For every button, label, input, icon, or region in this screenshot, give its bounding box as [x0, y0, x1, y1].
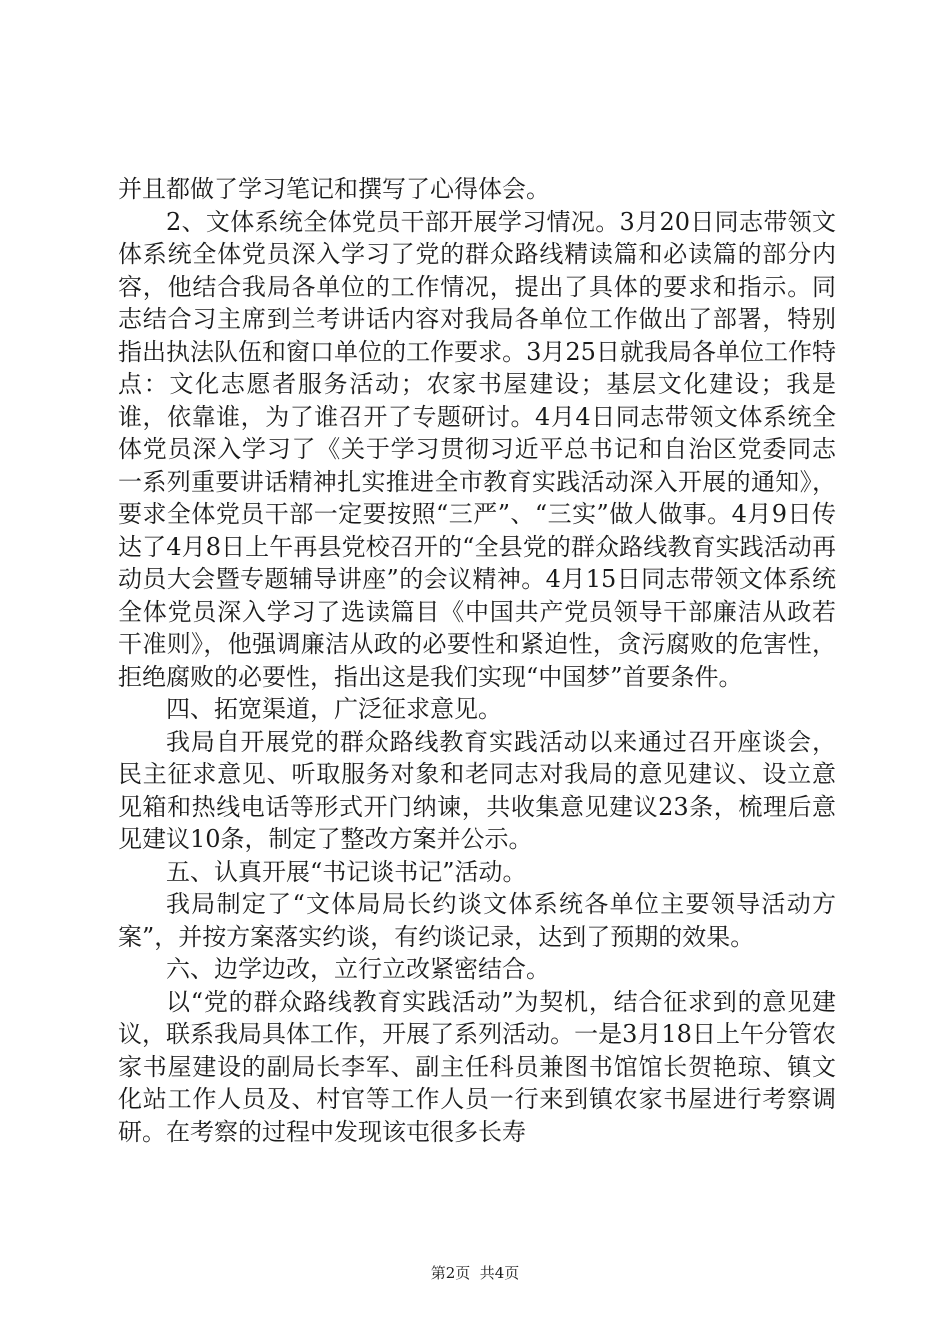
- paragraph-continuation: 并且都做了学习笔记和撰写了心得体会。: [118, 175, 550, 203]
- paragraph-study-situation: 2、文体系统全体党员干部开展学习情况。3月20日同志带领文体系统全体党员深入学习了党的群众路线精读篇和必读篇的部分内容，他结合我局各单位的工作情况，提出了具体的要求和指示。同志结合习主席到兰考讲话内容对我局各单位工作做出了部署，特别指出执法队伍和窗口单位的工作要求。3月25日就我局各单位工作特点：文化志愿者服务活动；农家书屋建设；基层文化建设；我是谁，依靠谁，为了谁召开了专题研讨。4月4日同志带领文体系统全体党员深入学习了《关于学习贯彻习近平总书记和自治区党委同志一系列重要讲话精神扎实推进全市教育实践活动深入开展的通知》，要求全体党员干部一定要按照“三严”、“三实”做人做事。4月9日传达了4月8日上午再县党校召开的“全县党的群众路线教育实践活动再动员大会暨专题辅导讲座”的会议精神。4月15日同志带领文体系统全体党员深入学习了选读篇目《中国共产党员领导干部廉洁从政若干准则》，他强调廉洁从政的必要性和紧迫性，贪污腐败的危害性，拒绝腐败的必要性，指出这是我们实现“中国梦”首要条件。: [118, 207, 836, 691]
- paragraph-activities: 以“党的群众路线教育实践活动”为契机，结合征求到的意见建议，联系我局具体工作，开展了系列活动。一是3月18日上午分管农家书屋建设的副局长李军、副主任科员兼图书馆馆长贺艳琼、镇文化站工作人员及、村官等工作人员一行来到镇农家书屋进行考察调研。在考察的过程中发现该屯很多长寿: [118, 987, 836, 1146]
- document-body: [118, 173, 836, 1148]
- section-heading-6: 六、边学边改，立行立改紧密结合。: [166, 955, 550, 983]
- section-heading-5: 五、认真开展“书记谈书记”活动。: [166, 857, 527, 886]
- page-number-footer: 第2页 共4页: [430, 1264, 520, 1282]
- paragraph-opinions: 我局自开展党的群众路线教育实践活动以来通过召开座谈会，民主征求意见、听取服务对象和老同志对我局的意见建议、设立意见箱和热线电话等形式开门纳谏，共收集意见建议23条，梳理后意见建议10条，制定了整改方案并公示。: [118, 727, 836, 853]
- paragraph-interviews: 我局制定了“文体局局长约谈文体系统各单位主要领导活动方案”，并按方案落实约谈，有约谈记录，达到了预期的效果。: [118, 890, 836, 951]
- section-heading-4: 四、拓宽渠道，广泛征求意见。: [166, 695, 502, 723]
